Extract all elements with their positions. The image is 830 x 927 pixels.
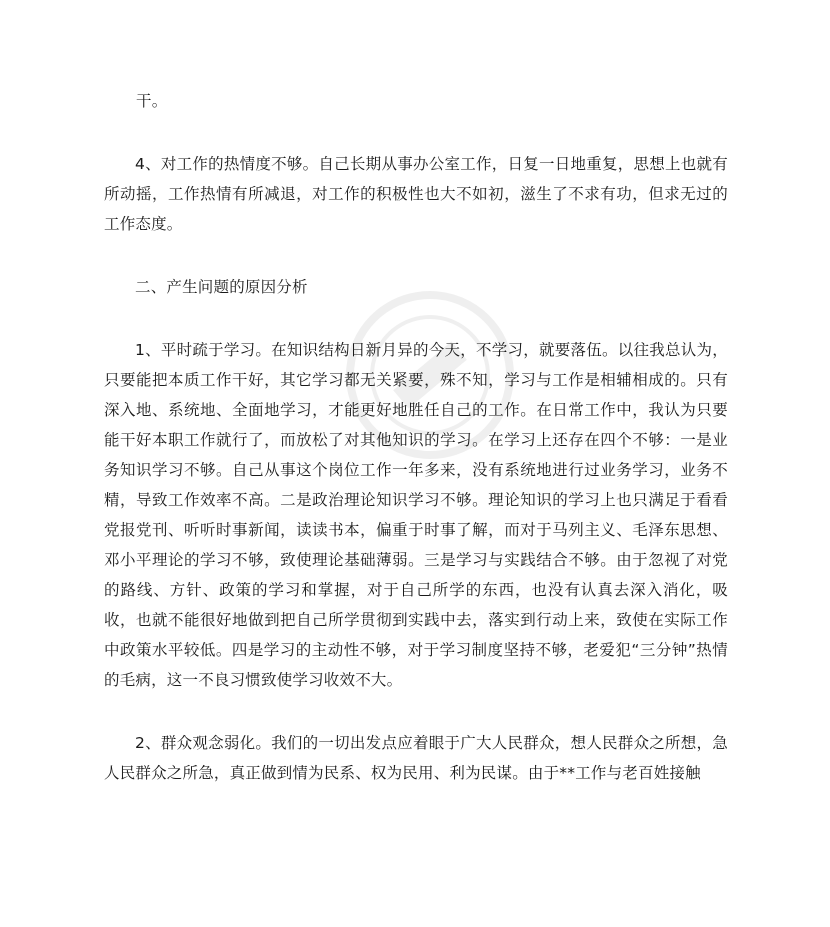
section-heading-cause-analysis: 二、产生问题的原因分析	[135, 278, 308, 296]
paragraph-mass-awareness: 2、群众观念弱化。我们的一切出发点应着眼于广大人民群众，想人民群众之所想，急人民群众之所急，真正做到情为民系、权为民用、利为民谋。由于**工作与老百姓接触	[104, 734, 728, 782]
document-body	[104, 86, 728, 821]
paragraph-work-enthusiasm: 4、对工作的热情度不够。自己长期从事办公室工作，日复一日地重复，思想上也就有所动摇，工作热情有所减退，对工作的积极性也大不如初，滋生了不求有功，但求无过的工作态度。	[104, 155, 728, 233]
paragraph-lack-of-study: 1、平时疏于学习。在知识结构日新月异的今天，不学习，就要落伍。以往我总认为，只要能把本质工作干好，其它学习都无关紧要，殊不知，学习与工作是相辅相成的。只有深入地、系统地、全面地学习，才能更好地胜任自己的工作。在日常工作中，我认为只要能干好本职工作就行了，而放松了对其他知识的学习。在学习上还存在四个不够：一是业务知识学习不够。自己从事这个岗位工作一年多来，没有系统地进行过业务学习，业务不精，导致工作效率不高。二是政治理论知识学习不够。理论知识的学习上也只满足于看看党报党刊、听听时事新闻，读读书本，偏重于时事了解，而对于马列主义、毛泽东思想、邓小平理论的学习不够，致使理论基础薄弱。三是学习与实践结合不够。由于忽视了对党的路线、方针、政策的学习和掌握，对于自己所学的东西，也没有认真去深入消化，吸收，也就不能很好地做到把自己所学贯彻到实践中去，落实到行动上来，致使在实际工作中政策水平较低。四是学习的主动性不够，对于学习制度坚持不够，老爱犯“三分钟”热情的毛病，这一不良习惯致使学习收效不大。	[104, 341, 728, 689]
paragraph-continuation: 干。	[136, 92, 168, 110]
